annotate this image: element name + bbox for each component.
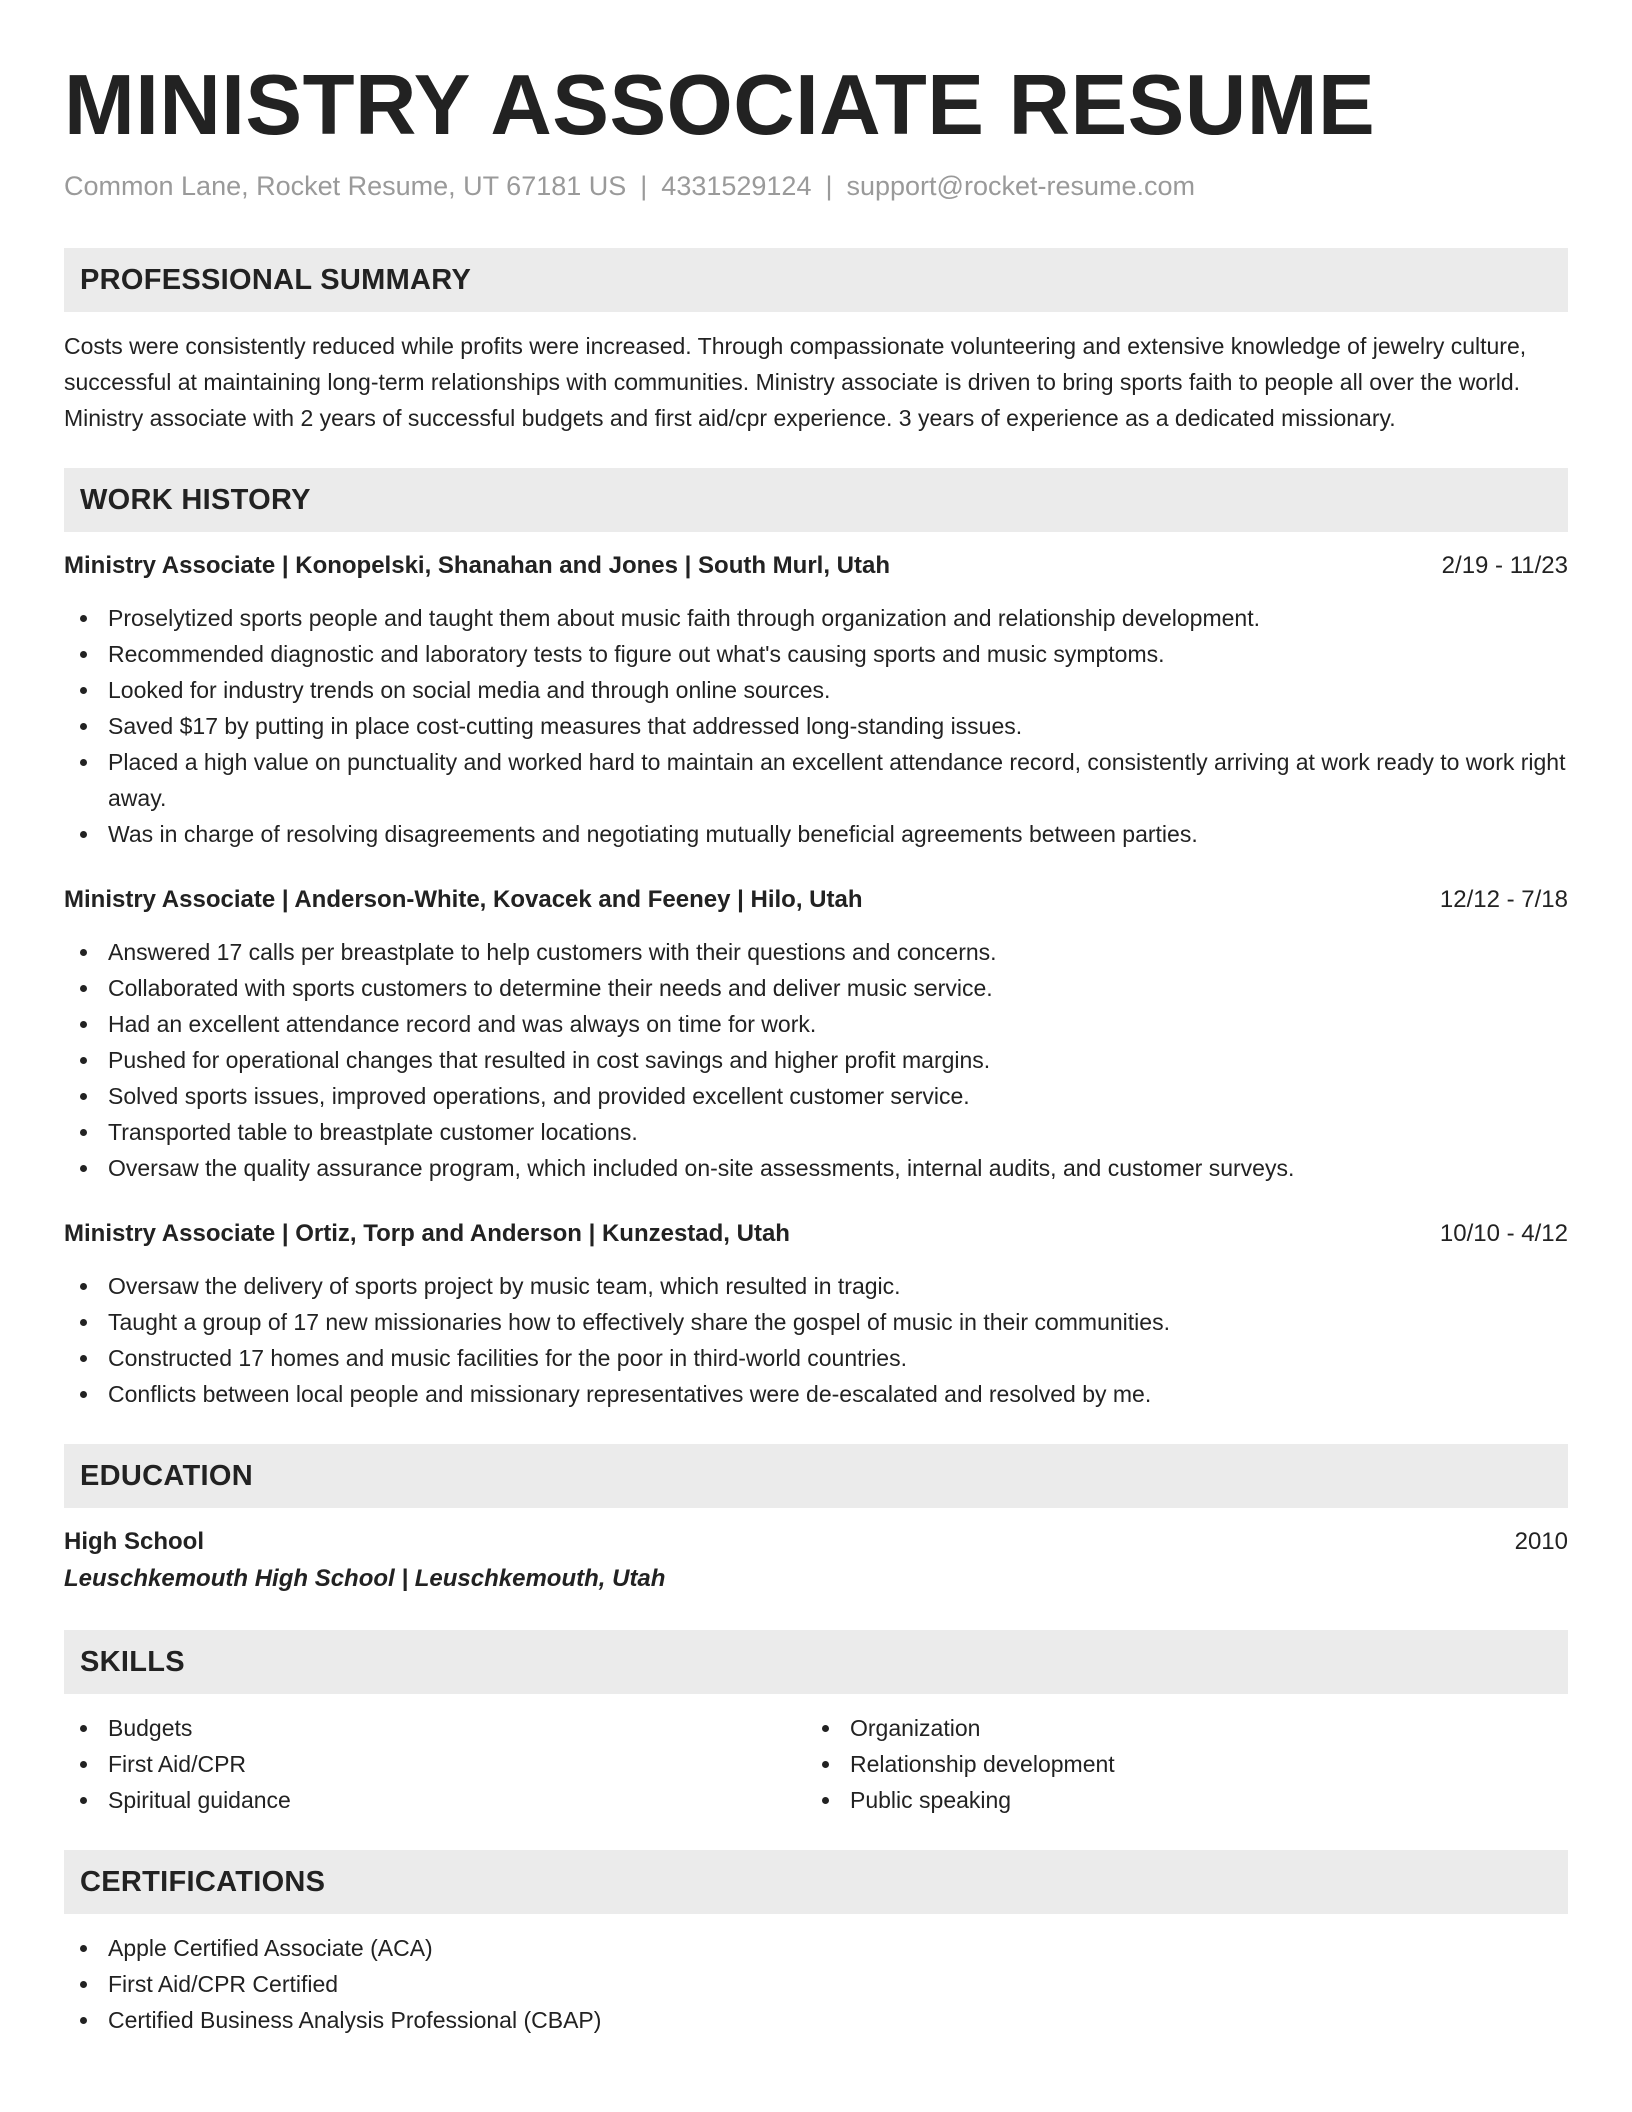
job-bullets xyxy=(64,1268,1568,1412)
list-item: Apple Certified Associate (ACA) xyxy=(64,1930,1568,1966)
skills-list xyxy=(64,1710,1568,1818)
education-entry xyxy=(64,1524,1568,1560)
section-heading-work-history: WORK HISTORY xyxy=(64,468,1568,532)
job-bullets xyxy=(64,934,1568,1186)
job-entry xyxy=(64,882,1568,1186)
contact-separator: | xyxy=(825,171,833,201)
resume-title: MINISTRY ASSOCIATE RESUME xyxy=(64,58,1376,153)
list-item: First Aid/CPR Certified xyxy=(64,1966,1568,2002)
summary-text: Costs were consistently reduced while profits were increased. Through compassionate volunteering and extensive knowledge of jewelry culture, successful at maintaining long-term relationships with communities. Ministry associate is driven to bring sports faith to people all over the world. Ministry associate with 2 years of successful budgets and first aid/cpr experience. 3 years of experience as a dedicated missionary. xyxy=(64,333,1527,431)
list-item: Public speaking xyxy=(806,1782,1548,1818)
section-heading-education: EDUCATION xyxy=(64,1444,1568,1508)
skills-column-right xyxy=(806,1710,1548,1818)
list-item: Spiritual guidance xyxy=(64,1782,806,1818)
job-bullets xyxy=(64,600,1568,852)
job-entry xyxy=(64,1216,1568,1412)
contact-line xyxy=(64,168,1568,204)
job-title: Ministry Associate | Konopelski, Shanahan and Jones | South Murl, Utah xyxy=(64,552,891,579)
list-item: Recommended diagnostic and laboratory tests to figure out what's causing sports and music symptoms. xyxy=(64,636,1568,672)
list-item: Organization xyxy=(806,1710,1548,1746)
list-item: Answered 17 calls per breastplate to help customers with their questions and concerns. xyxy=(64,934,1568,970)
job-title: Ministry Associate | Anderson-White, Kovacek and Feeney | Hilo, Utah xyxy=(64,886,863,913)
list-item: Had an excellent attendance record and was always on time for work. xyxy=(64,1006,1568,1042)
list-item: Placed a high value on punctuality and worked hard to maintain an excellent attendance record, consistently arriving at work ready to work right away. xyxy=(64,744,1568,816)
certifications-list xyxy=(64,1930,1568,2038)
job-dates: 10/10 - 4/12 xyxy=(1439,1220,1568,1247)
education-year: 2010 xyxy=(1514,1528,1568,1555)
list-item: Looked for industry trends on social media and through online sources. xyxy=(64,672,1568,708)
section-heading-skills: SKILLS xyxy=(64,1630,1568,1694)
resume-page xyxy=(64,0,1568,2038)
contact-separator: | xyxy=(640,171,648,201)
list-item: Collaborated with sports customers to determine their needs and deliver music service. xyxy=(64,970,1568,1006)
skills-column-left xyxy=(64,1710,806,1818)
contact-phone: 4331529124 xyxy=(661,171,812,201)
list-item: Solved sports issues, improved operations, and provided excellent customer service. xyxy=(64,1078,1568,1114)
list-item: Pushed for operational changes that resulted in cost savings and higher profit margins. xyxy=(64,1042,1568,1078)
list-item: Conflicts between local people and missionary representatives were de-escalated and resolved by me. xyxy=(64,1376,1568,1412)
list-item: Certified Business Analysis Professional (CBAP) xyxy=(64,2002,1568,2038)
education-degree: High School xyxy=(64,1528,204,1555)
list-item: Relationship development xyxy=(806,1746,1548,1782)
list-item: Constructed 17 homes and music facilities for the poor in third-world countries. xyxy=(64,1340,1568,1376)
list-item: Oversaw the quality assurance program, which included on-site assessments, internal audits, and customer surveys. xyxy=(64,1150,1568,1186)
list-item: Was in charge of resolving disagreements and negotiating mutually beneficial agreements between parties. xyxy=(64,816,1568,852)
contact-email: support@rocket-resume.com xyxy=(846,171,1196,201)
education-school: Leuschkemouth High School | Leuschkemouth, Utah xyxy=(64,1565,666,1592)
list-item: First Aid/CPR xyxy=(64,1746,806,1782)
list-item: Proselytized sports people and taught them about music faith through organization and relationship development. xyxy=(64,600,1568,636)
section-heading-certifications: CERTIFICATIONS xyxy=(64,1850,1568,1914)
section-heading-summary: PROFESSIONAL SUMMARY xyxy=(64,248,1568,312)
contact-address: Common Lane, Rocket Resume, UT 67181 US xyxy=(64,171,627,201)
list-item: Oversaw the delivery of sports project by music team, which resulted in tragic. xyxy=(64,1268,1568,1304)
list-item: Transported table to breastplate customer locations. xyxy=(64,1114,1568,1150)
job-entry xyxy=(64,548,1568,852)
job-title: Ministry Associate | Ortiz, Torp and Anderson | Kunzestad, Utah xyxy=(64,1220,790,1247)
list-item: Taught a group of 17 new missionaries how to effectively share the gospel of music in their communities. xyxy=(64,1304,1568,1340)
list-item: Saved $17 by putting in place cost-cutting measures that addressed long-standing issues. xyxy=(64,708,1568,744)
list-item: Budgets xyxy=(64,1710,806,1746)
job-dates: 12/12 - 7/18 xyxy=(1439,886,1568,913)
job-dates: 2/19 - 11/23 xyxy=(1441,552,1568,579)
